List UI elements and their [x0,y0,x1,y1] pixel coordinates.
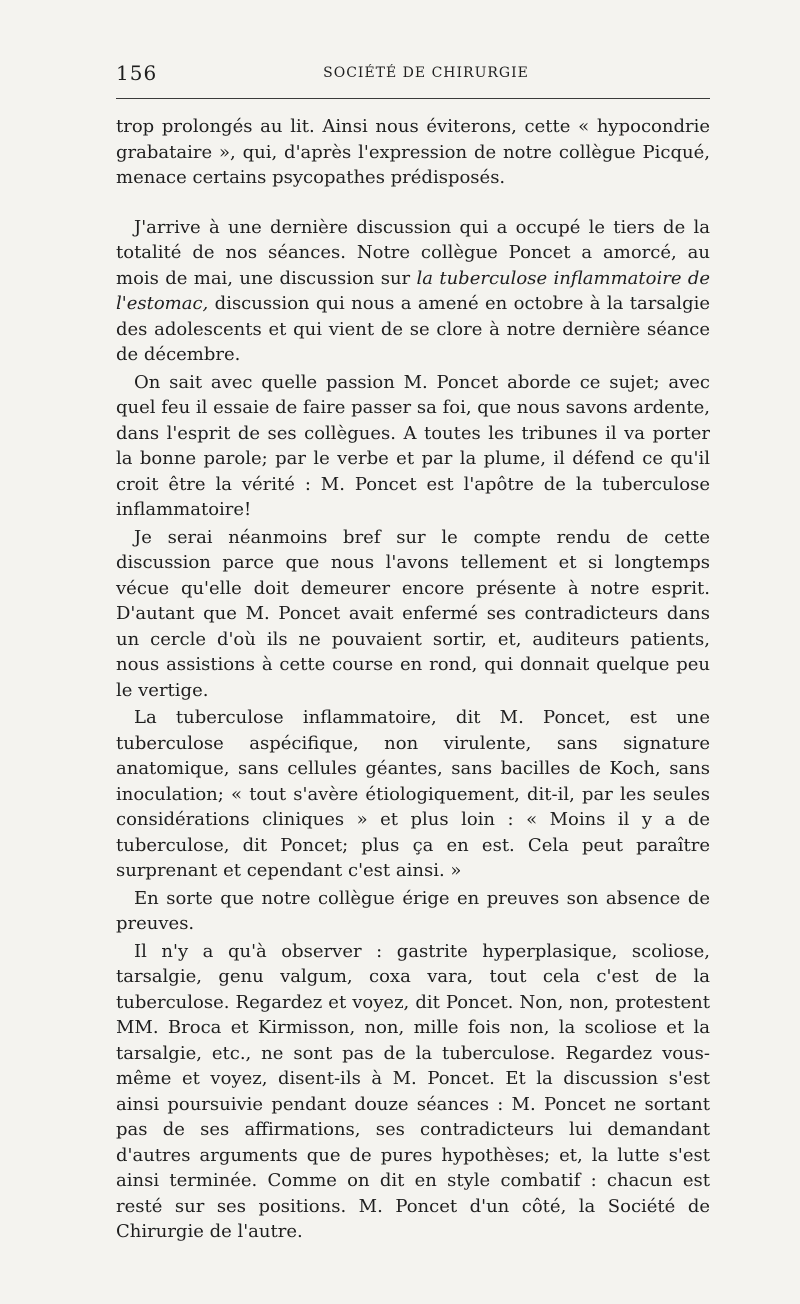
paragraph-7: Il n'y a qu'à observer : gastrite hyperplasique, scoliose, tarsalgie, genu valgum, coxa vara, tout cela c'est de la tuberculose. Regardez et voyez, dit Poncet. Non, non, protestent MM. Broca et Kirmisson, non, mille fois non, la scoliose et la tarsalgie, etc., ne sont pas de la tuberculose. Regardez vous-même et voyez, disent-ils à M. Poncet. Et la discussion s'est ainsi poursuivie pendant douze séances : M. Poncet ne sortant pas de ses affirmations, ses contradicteurs lui demandant d'autres arguments que de pures hypothèses; et, la lutte s'est ainsi terminée. Comme on dit en style combatif : chacun est resté sur ses positions. M. Poncet d'un côté, la Société de Chirurgie de l'autre. [116,940,710,1242]
header-rule [116,98,710,99]
page-header [116,61,710,85]
paragraph-4: Je serai néanmoins bref sur le compte rendu de cette discussion parce que nous l'avons tellement et si longtemps vécue qu'elle doit demeurer encore présente à notre esprit. D'autant que M. Poncet avait enfermé ses contradicteurs dans un cercle d'où ils ne pouvaient sortir, et, auditeurs patients, nous assistions à cette course en rond, qui donnait quelque peu le vertige. [116,526,710,701]
paragraph-3: On sait avec quelle passion M. Poncet aborde ce sujet; avec quel feu il essaie de faire passer sa foi, que nous savons ardente, dans l'esprit de ses collègues. A toutes les tribunes il va porter la bonne parole; par le verbe et par la plume, il défend ce qu'il croit être la vérité : M. Poncet est l'apôtre de la tuberculose inflammatoire! [116,371,710,520]
body-text [116,114,710,1245]
running-title: SOCIÉTÉ DE CHIRURGIE [323,65,529,81]
paragraph-1: trop prolongés au lit. Ainsi nous éviterons, cette « hypocondrie grabataire », qui, d'après l'expression de notre collègue Picqué, menace certains psycopathes prédisposés. [116,116,710,188]
page-number: 156 [116,61,158,85]
paragraph-5: La tuberculose inflammatoire, dit M. Poncet, est une tuberculose aspécifique, non virulente, sans signature anatomique, sans cellules géantes, sans bacilles de Koch, sans inoculation; « tout s'avère étiologiquement, dit-il, par les seules considérations cliniques » et plus loin : « Moins il y a de tuberculose, dit Poncet; plus ça en est. Cela peut paraître surprenant et cependant c'est ainsi. » [116,707,710,881]
paragraph-2: J'arrive à une dernière discussion qui a occupé le tiers de la totalité de nos séances. Notre collègue Poncet a amorcé, au mois de mai, une discussion sur la tuberculose inflammatoire de l'estomac, discussion qui nous a amené en octobre à la tarsalgie des adolescents et qui vient de se clore à notre dernière séance de décembre. [116,216,710,365]
italic-title: la tuberculose inflammatoire de l'estomac, [116,267,710,314]
paragraph-6: En sorte que notre collègue érige en preuves son absence de preuves. [116,887,710,934]
